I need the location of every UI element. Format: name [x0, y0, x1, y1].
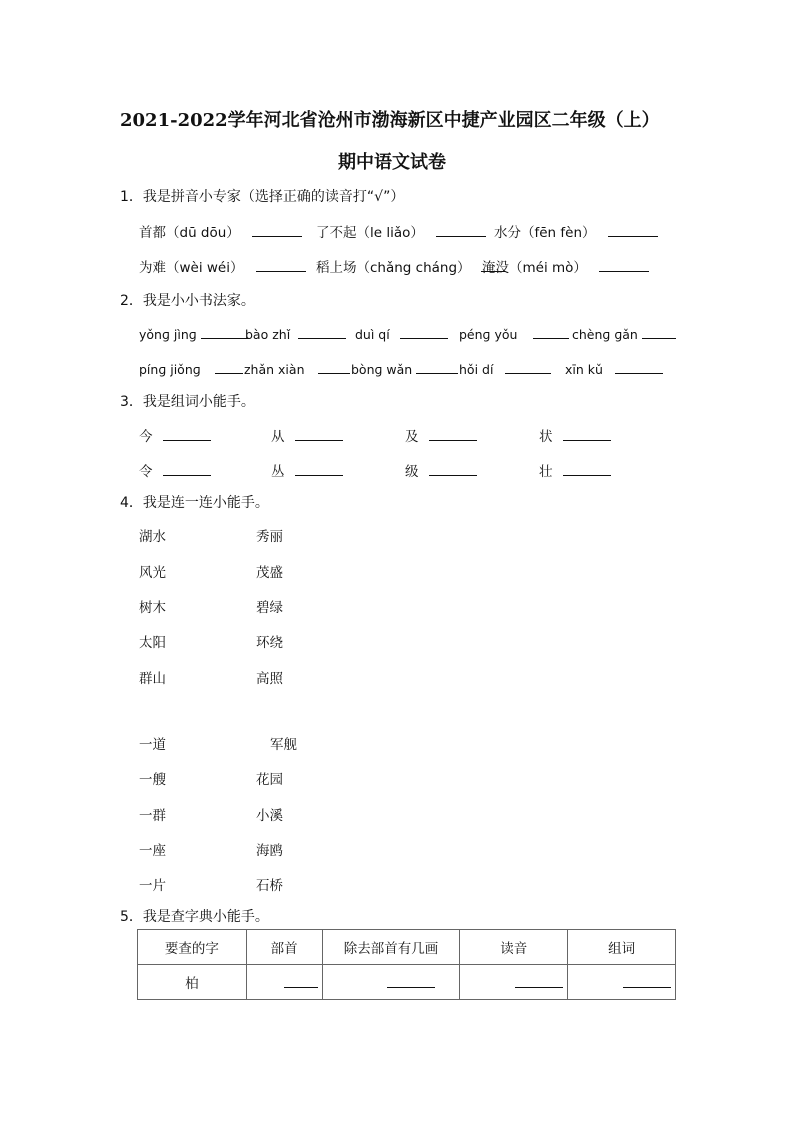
q1-item-2: 了不起（le liǎo） — [316, 221, 486, 241]
table-cell-reading[interactable] — [460, 965, 568, 1000]
q4-left-item: 群山 — [139, 671, 166, 687]
q1-blank-6[interactable] — [599, 257, 649, 272]
q2-item-2: bào zhǐ — [245, 324, 346, 342]
q1-blank-1[interactable] — [252, 222, 302, 237]
q2-item-5: chènɡ ɡǎn — [572, 324, 676, 342]
q3-item-5: 令 — [139, 460, 211, 480]
q3-blank-3[interactable] — [429, 426, 477, 441]
q2-item-8: bònɡ wǎn — [351, 359, 458, 377]
q2-blank-10[interactable] — [615, 359, 663, 374]
q4-right-item: 花园 — [256, 772, 283, 788]
q2-item-7: zhǎn xiàn — [244, 359, 350, 377]
q3-item-1: 今 — [139, 425, 211, 445]
q4-left-item: 湖水 — [139, 529, 166, 545]
q3-blank-6[interactable] — [295, 461, 343, 476]
q4-right-item: 小溪 — [256, 808, 283, 824]
table-header-cell: 组词 — [568, 930, 676, 965]
q3-blank-5[interactable] — [163, 461, 211, 476]
q1-item-3: 水分（fēn fèn） — [494, 221, 658, 241]
q2-blank-9[interactable] — [505, 359, 551, 374]
table-header-cell: 要查的字 — [138, 930, 247, 965]
table-row — [138, 965, 676, 1000]
q1-item-6: 淹没（méi mò） — [482, 256, 649, 276]
table-header-cell: 部首 — [246, 930, 322, 965]
answer-blank[interactable] — [284, 973, 318, 988]
q2-heading: 2．我是小小书法家。 — [120, 293, 255, 309]
q4-right-item: 军舰 — [270, 737, 297, 753]
q1-item-1: 首都（dū dōu） — [139, 221, 302, 241]
q2-item-6: pínɡ jiǒnɡ — [139, 359, 243, 377]
q1-item-5: 稻上场（chǎng cháng） — [316, 256, 505, 276]
q1-heading: 1．我是拼音小专家（选择正确的读音打“√”） — [120, 189, 405, 205]
table-cell-word[interactable] — [568, 965, 676, 1000]
q1-blank-2[interactable] — [436, 222, 486, 237]
q4-right-item: 茂盛 — [256, 565, 283, 581]
q2-blank-4[interactable] — [533, 324, 569, 339]
q4-right-item: 海鸥 — [256, 843, 283, 859]
table-cell-strokes[interactable] — [322, 965, 460, 1000]
q5-heading: 5．我是查字典小能手。 — [120, 909, 269, 925]
q4-left-item: 一群 — [139, 808, 166, 824]
q4-right-item: 石桥 — [256, 878, 283, 894]
q2-blank-8[interactable] — [416, 359, 458, 374]
q2-item-9: hǒi dí — [459, 359, 551, 377]
q4-right-item: 高照 — [256, 671, 283, 687]
answer-blank[interactable] — [515, 973, 563, 988]
q3-blank-8[interactable] — [563, 461, 611, 476]
answer-blank[interactable] — [623, 973, 671, 988]
q4-left-item: 太阳 — [139, 635, 166, 651]
q3-blank-1[interactable] — [163, 426, 211, 441]
q4-right-item: 秀丽 — [256, 529, 283, 545]
q3-item-6: 丛 — [271, 460, 343, 480]
q2-item-3: duì qí — [355, 324, 448, 342]
q2-blank-2[interactable] — [298, 324, 346, 339]
q2-blank-6[interactable] — [215, 359, 243, 374]
q4-left-item: 风光 — [139, 565, 166, 581]
q2-blank-1[interactable] — [201, 324, 249, 339]
q4-left-item: 一座 — [139, 843, 166, 859]
table-header-row — [138, 930, 676, 965]
q2-item-10: xīn kǔ — [565, 359, 663, 377]
q2-blank-3[interactable] — [400, 324, 448, 339]
answer-blank[interactable] — [387, 973, 435, 988]
q3-item-8: 壮 — [539, 460, 611, 480]
dictionary-table — [137, 929, 676, 1000]
q4-left-item: 一片 — [139, 878, 166, 894]
q3-blank-2[interactable] — [295, 426, 343, 441]
q3-item-4: 状 — [539, 425, 611, 445]
q2-blank-5[interactable] — [642, 324, 676, 339]
q3-item-2: 从 — [271, 425, 343, 445]
q4-left-item: 一道 — [139, 737, 166, 753]
table-cell-char: 柏 — [138, 965, 247, 1000]
q2-item-4: pénɡ yǒu — [459, 324, 569, 342]
exam-title-line2: 期中语文试卷 — [338, 152, 446, 173]
q3-blank-4[interactable] — [563, 426, 611, 441]
q1-blank-3[interactable] — [608, 222, 658, 237]
q2-blank-7[interactable] — [318, 359, 350, 374]
q4-left-item: 树木 — [139, 600, 166, 616]
q3-heading: 3．我是组词小能手。 — [120, 394, 255, 410]
q1-item-4: 为难（wèi wéi） — [139, 256, 306, 276]
q2-item-1: yǒnɡ jìnɡ — [139, 324, 249, 342]
q4-heading: 4．我是连一连小能手。 — [120, 495, 269, 511]
q1-blank-4[interactable] — [256, 257, 306, 272]
q4-left-item: 一艘 — [139, 772, 166, 788]
table-cell-radical[interactable] — [246, 965, 322, 1000]
q3-blank-7[interactable] — [429, 461, 477, 476]
q3-item-3: 及 — [405, 425, 477, 445]
table-header-cell: 读音 — [460, 930, 568, 965]
q4-right-item: 碧绿 — [256, 600, 283, 616]
exam-title-line1: 2021-2022学年河北省沧州市渤海新区中捷产业园区二年级（上） — [120, 110, 660, 131]
q4-right-item: 环绕 — [256, 635, 283, 651]
table-header-cell: 除去部首有几画 — [322, 930, 460, 965]
q3-item-7: 级 — [405, 460, 477, 480]
